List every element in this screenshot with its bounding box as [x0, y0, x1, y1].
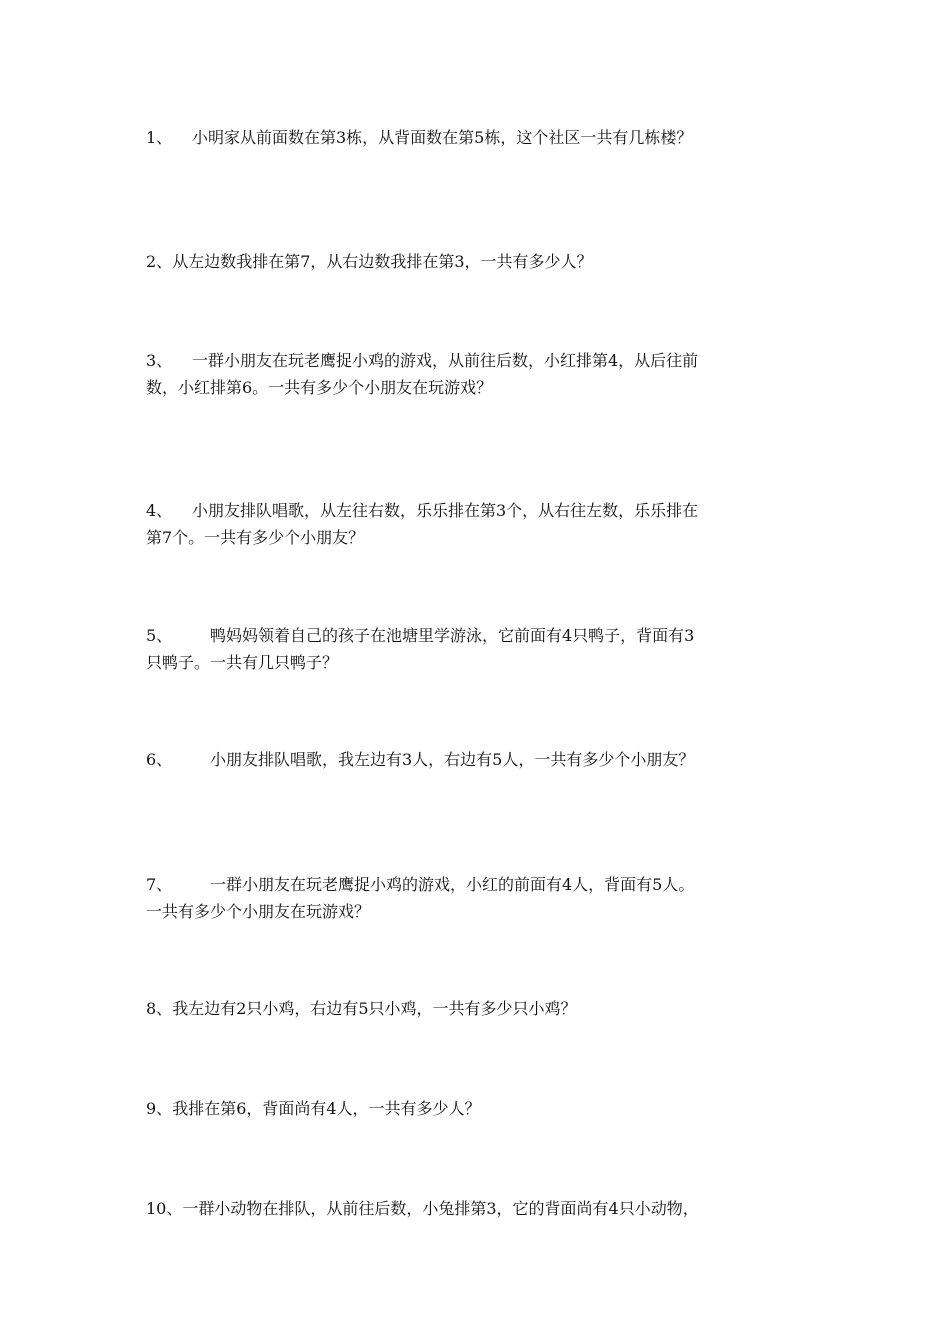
question-5	[146, 622, 806, 676]
question-text: 一群小朋友在玩老鹰捉小鸡的游戏，从前往后数，小红排第4，从后往前	[192, 351, 699, 370]
question-number: 2、	[146, 252, 173, 271]
question-text: 小朋友排队唱歌，我左边有3人，右边有5人，一共有多少个小朋友？	[210, 750, 695, 769]
question-line	[146, 995, 806, 1022]
question-number: 10、	[146, 1199, 183, 1218]
question-6	[146, 746, 806, 773]
question-line	[146, 1095, 806, 1122]
question-number: 8、	[146, 999, 173, 1018]
question-text: 一共有多少个小朋友在玩游戏？	[146, 902, 371, 921]
question-text: 我左边有2只小鸡，右边有5只小鸡，一共有多少只小鸡？	[172, 999, 577, 1018]
question-line	[146, 622, 806, 649]
question-line	[146, 124, 806, 151]
question-2	[146, 248, 806, 275]
question-9	[146, 1095, 806, 1122]
question-number: 6、	[146, 750, 173, 769]
question-line	[146, 746, 806, 773]
question-number: 1、	[146, 128, 173, 147]
question-line	[146, 497, 806, 524]
question-10	[146, 1195, 806, 1222]
question-text: 一群小朋友在玩老鹰捉小鸡的游戏，小红的前面有4人，背面有5人。	[210, 875, 695, 894]
question-line	[146, 1195, 806, 1222]
question-number: 5、	[146, 626, 173, 645]
question-text: 第7个。一共有多少个小朋友？	[146, 528, 365, 547]
question-line	[146, 374, 806, 401]
question-line	[146, 871, 806, 898]
question-text: 我排在第6，背面尚有4人，一共有多少人？	[172, 1099, 481, 1118]
question-number: 7、	[146, 875, 173, 894]
question-line	[146, 898, 806, 925]
question-number: 9、	[146, 1099, 173, 1118]
question-text: 数，小红排第6。一共有多少个小朋友在玩游戏？	[146, 378, 493, 397]
question-4	[146, 497, 806, 551]
question-number: 3、	[146, 351, 173, 370]
question-line	[146, 248, 806, 275]
question-line	[146, 649, 806, 676]
question-3	[146, 347, 806, 401]
question-line	[146, 347, 806, 374]
question-text: 鸭妈妈领着自己的孩子在池塘里学游泳，它前面有4只鸭子，背面有3	[210, 626, 695, 645]
question-line	[146, 524, 806, 551]
question-7	[146, 871, 806, 925]
question-text: 从左边数我排在第7，从右边数我排在第3，一共有多少人？	[172, 252, 593, 271]
question-text: 小朋友排队唱歌，从左往右数，乐乐排在第3个，从右往左数，乐乐排在	[192, 501, 699, 520]
question-1	[146, 124, 806, 151]
question-number: 4、	[146, 501, 173, 520]
question-8	[146, 995, 806, 1022]
question-text: 一群小动物在排队，从前往后数，小兔排第3，它的背面尚有4只小动物，	[182, 1199, 699, 1218]
question-text: 只鸭子。一共有几只鸭子？	[146, 653, 339, 672]
question-text: 小明家从前面数在第3栋，从背面数在第5栋，这个社区一共有几栋楼？	[192, 128, 693, 147]
